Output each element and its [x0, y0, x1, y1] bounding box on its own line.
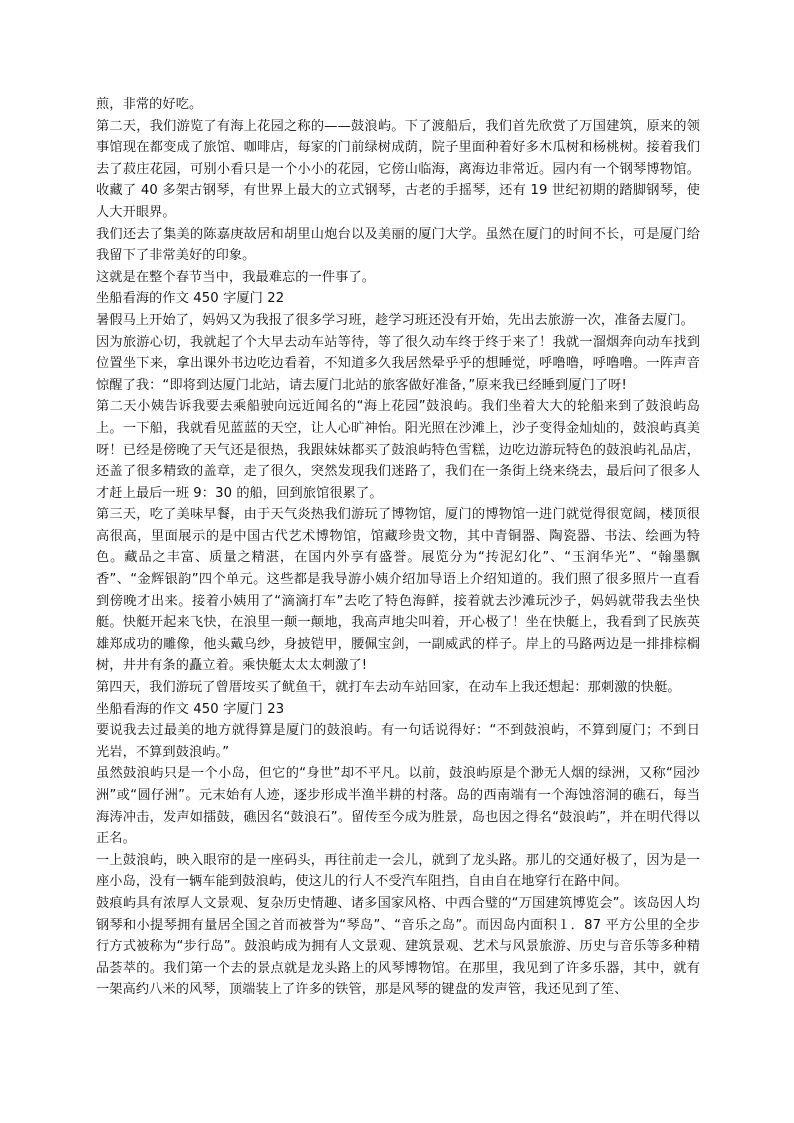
essay-title: 坐船看海的作文 450 字厦门 22 [96, 291, 285, 307]
paragraph: 第二天小姨告诉我要去乘船驶向远近闻名的“海上花园”鼓浪屿。我们坐着大大的轮船来到了鼓浪屿岛上。一下船，我就看见蓝蓝的天空，让人心旷神怡。阳光照在沙滩上，沙子变得金灿灿的，鼓浪屿真美呀！已经是傍晚了天气还是很热，我跟妹妹都买了鼓浪屿特色雪糕，边吃边游玩特色的鼓浪屿礼品店，还盖了很多精致的盖章，走了很久，突然发现我们迷路了，我们在一条街上绕来绕去，最后问了很多人才赶上最后一班 9：30 的船，回到旅馆很累了。 [96, 399, 700, 501]
paragraph: 虽然鼓浪屿只是一个小岛，但它的“身世”却不平凡。以前，鼓浪屿原是个渺无人烟的绿洲，又称“园沙洲”或“圆仔洲”。元末始有人迹，逐步形成半渔半耕的村落。岛的西南端有一个海蚀溶洞的礁石，每当海涛冲击，发声如擂鼓，礁因名“鼓浪石”。留传至今成为胜景，岛也因之得名“鼓浪屿”，并在明代得以正名。 [96, 766, 700, 847]
paragraph: 要说我去过最美的地方就得算是厦门的鼓浪屿。有一句话说得好：“不到鼓浪屿，不算到厦门；不到日光岩，不算到鼓浪屿。” [96, 723, 700, 760]
paragraph: 第三天，吃了美味早餐，由于天气炎热我们游玩了博物馆，厦门的博物馆一进门就觉得很宽阔，楼顶很高很高，里面展示的是中国古代艺术博物馆，馆藏珍贵文物，其中青铜器、陶瓷器、书法、绘画为特色。藏品之丰富、质量之精湛，在国内外享有盛誉。展览分为“抟泥幻化”、“玉润华光”、“翰墨飘香”、“金辉银韵”四个单元。这些都是我导游小姨介绍加导语上介绍知道的。我们照了很多照片一直看到傍晚才出来。接着小姨用了“滴滴打车”去吃了特色海鲜，接着就去沙滩玩沙子，妈妈就带我去坐快艇。快艇开起来飞快，在浪里一颠一颠地，我高声地尖叫着，开心极了！坐在快艇上，我看到了民族英雄郑成功的雕像，他头戴乌纱，身披铠甲，腰佩宝剑，一副威武的样子。岸上的马路两边是一排排棕榈树，井井有条的矗立着。乘快艇太太太刺激了! [96, 507, 700, 674]
paragraph: 第四天，我们游玩了曾厝垵买了鱿鱼干，就打车去动车站回家，在动车上我还想起：那刺激的快艇。 [96, 680, 681, 696]
paragraph: 我们还去了集美的陈嘉庚故居和胡里山炮台以及美丽的厦门大学。虽然在厦门的时间不长，可是厦门给我留下了非常美好的印象。 [96, 226, 700, 264]
essay-title: 坐船看海的作文 450 字厦门 23 [96, 701, 285, 717]
paragraph: 煎，非常的好吃。 [96, 97, 203, 112]
paragraph: 暑假马上开始了，妈妈又为我报了很多学习班，趁学习班还没有开始，先出去旅游一次，准备去厦门。 [96, 312, 694, 328]
paragraph: 这就是在整个春节当中，我最难忘的一件事了。 [96, 269, 376, 285]
paragraph: 第二天，我们游览了有海上花园之称的——鼓浪屿。下了渡船后，我们首先欣赏了万国建筑，原来的领事馆现在都变成了旅馆、咖啡店，每家的门前绿树成荫，院子里面种着好多木瓜树和杨桃树。接着我们去了菽庄花园，可别小看只是一个小小的花园，它傍山临海，离海边非常近。园内有一个钢琴博物馆。收藏了 40 多架古钢琴，有世界上最大的立式钢琴，古老的手摇琴，还有 19 世纪初期的踏脚钢琴，使人大开眼界。 [96, 118, 700, 220]
paragraph: 鼓痕屿具有浓厚人文景观、复杂历史情趣、诸多国家风格、中西合璧的“万国建筑博览会”。该岛因人均钢琴和小提琴拥有量居全国之首而被誉为“琴岛”、“音乐之岛”。而因岛内面积１．87 平方公里的全步行方式被称为“步行岛”。鼓浪屿成为拥有人文景观、建筑景观、艺术与风景旅游、历史与音乐等多种精品荟萃的。我们第一个去的景点就是龙头路上的风琴博物馆。在那里，我见到了许多乐器，其中，就有一架高约八米的风琴，顶端装上了许多的铁管，那是风琴的键盘的发声管，我还见到了笙、 [96, 895, 700, 998]
paragraph: 一上鼓浪屿，映入眼帘的是一座码头，再往前走一会儿，就到了龙头路。那儿的交通好极了，因为是一座小岛，没有一辆车能到鼓浪屿，使这儿的行人不受汽车阻挡，自由自在地穿行在路中间。 [96, 852, 700, 890]
document-body [96, 94, 700, 1001]
paragraph: 因为旅游心切，我就起了个大早去动车站等待，等了很久动车终于终于来了！我就一溜烟奔向动车找到位置坐下来，拿出课外书边吃边看着，不知道多久我居然晕乎乎的想睡觉，呼噜噜，呼噜噜。一阵声音惊醒了我：“即将到达厦门北站，请去厦门北站的旅客做好准备，”原来我已经睡到厦门了呀! [96, 334, 700, 393]
